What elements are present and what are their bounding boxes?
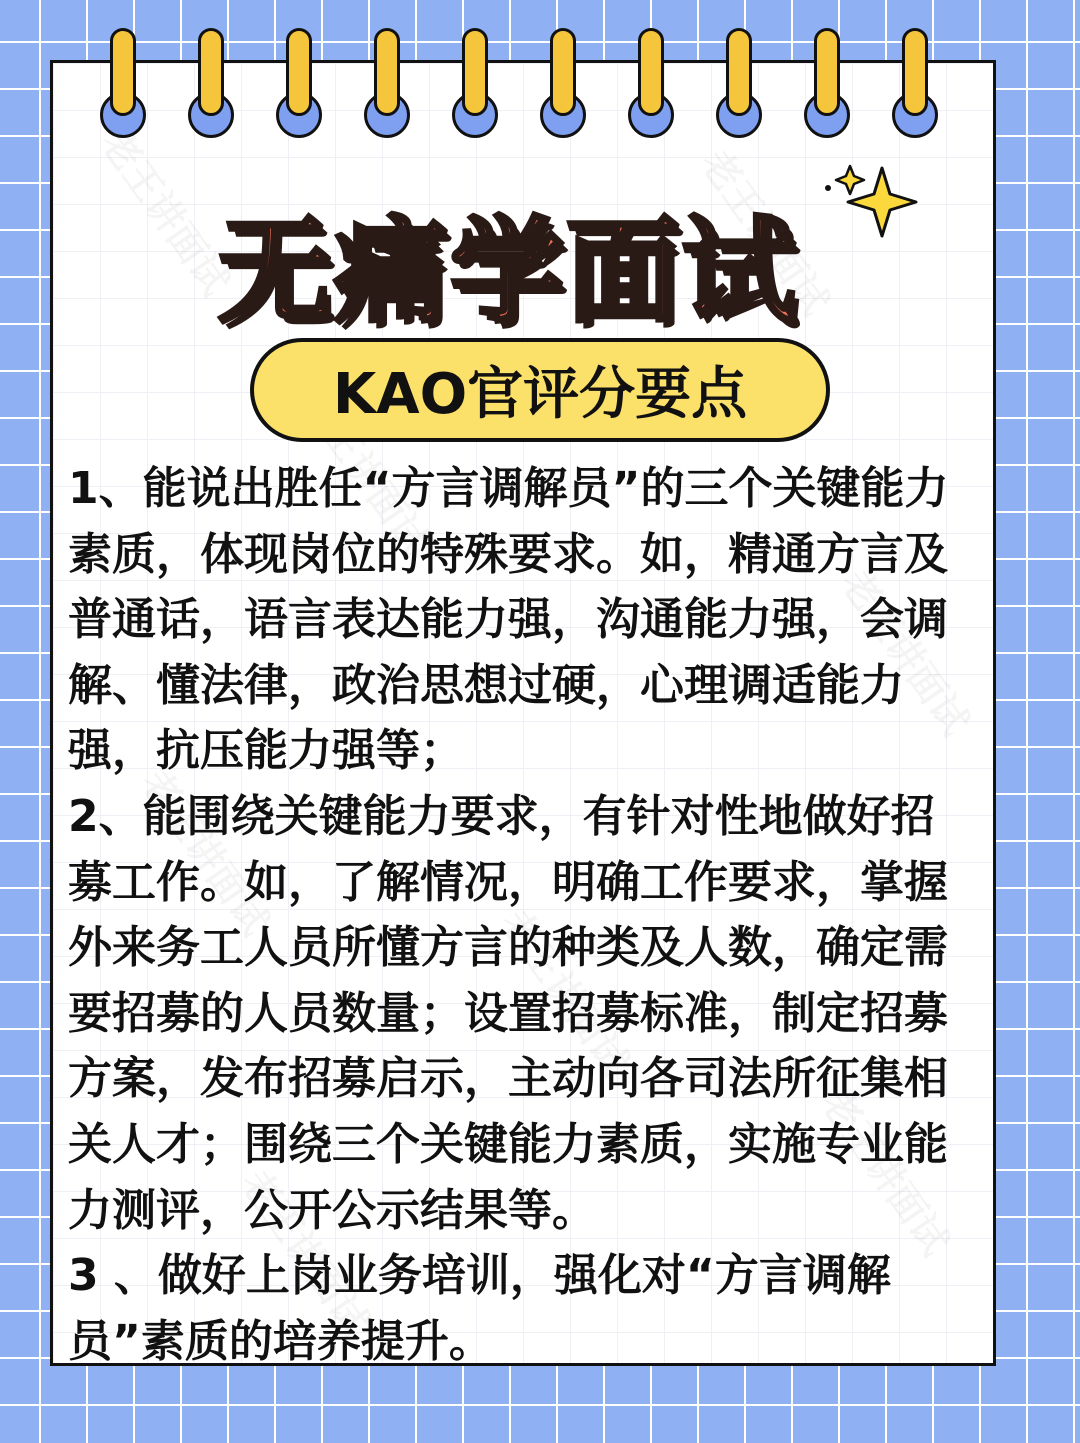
point-1: 1、能说出胜任“方言调解员”的三个关键能力素质，体现岗位的特殊要求。如，精通方言及普通话，语言表达能力强，沟通能力强，会调解、懂法律，政治思想过硬，心理调适能力强，抗压能力强等；	[68, 463, 949, 777]
scoring-points	[68, 456, 960, 1374]
point-3: 3 、做好上岗业务培训，强化对“方言调解员”素质的培养提升。	[68, 1250, 891, 1367]
page-title: 无痛学面试	[217, 205, 798, 338]
point-2: 2、能围绕关键能力要求，有针对性地做好招募工作。如，了解情况，明确工作要求，掌握外来务工人员所懂方言的种类及人数，确定需要招募的人员数量；设置招募标准，制定招募方案，发布招募启示，主动向各司法所征集相关人才；围绕三个关键能力素质，实施专业能力测评，公开公示结果等。	[68, 790, 948, 1236]
subtitle-badge: KAO官评分要点	[250, 338, 830, 442]
sparkle-icon	[820, 160, 930, 250]
